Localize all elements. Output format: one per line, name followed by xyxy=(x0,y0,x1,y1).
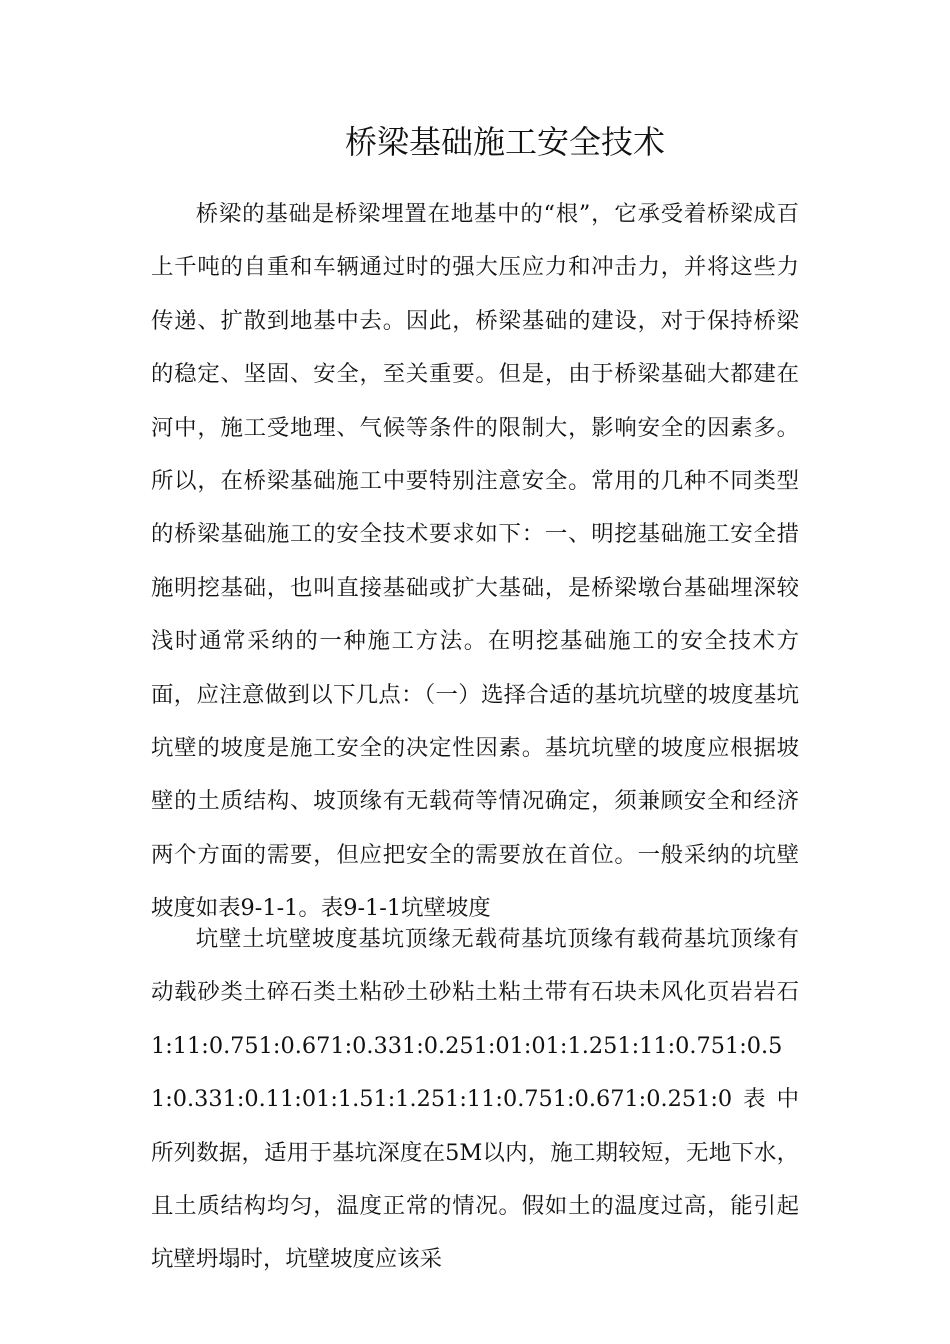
paragraph-1: 桥梁的基础是桥梁埋置在地基中的“根”，它承受着桥梁成百上千吨的自重和车辆通过时的强大压应力和冲击力，并将这些力传递、扩散到地基中去。因此，桥梁基础的建设，对于保持桥梁的稳定、坚固、安全，至关重要。但是，由于桥梁基础大都建在河中，施工受地理、气候等条件的限制大，影响安全的因素多。所以，在桥梁基础施工中要特别注意安全。常用的几种不同类型的桥梁基础施工的安全技术要求如下：一、明挖基础施工安全措施明挖基础，也叫直接基础或扩大基础，是桥梁墩台基础埋深较浅时通常采纳的一种施工方法。在明挖基础施工的安全技术方面，应注意做到以下几点：（一）选择合适的基坑坑壁的坡度基坑坑壁的坡度是施工安全的决定性因素。基坑坑壁的坡度应根据坡壁的土质结构、坡顶缘有无载荷等情况确定，须兼顾安全和经济两个方面的需要，但应把安全的需要放在首位。一般采纳的坑壁坡度如表9-1-1。表9-1-1坑壁坡度 xyxy=(151,201,799,922)
document-title: 桥梁基础施工安全技术 xyxy=(344,123,665,161)
paragraph-2: 坑壁土坑壁坡度基坑顶缘无载荷基坑顶缘有载荷基坑顶缘有动载砂类土碎石类土粘砂土砂粘土粘土带有石块未风化页岩岩石1:11:0.751:0.671:0.331:0.251:01:01:1.251:11:0.751:0.51:0.331:0.11:01:1.51:1.251:11:0.751:0.671:0.251:0表中所列数据，适用于基坑深度在5M以内，施工期较短，无地下水，且土质结构均匀，温度正常的情况。假如土的温度过高，能引起坑壁坍塌时，坑壁坡度应该采 xyxy=(151,926,799,1273)
